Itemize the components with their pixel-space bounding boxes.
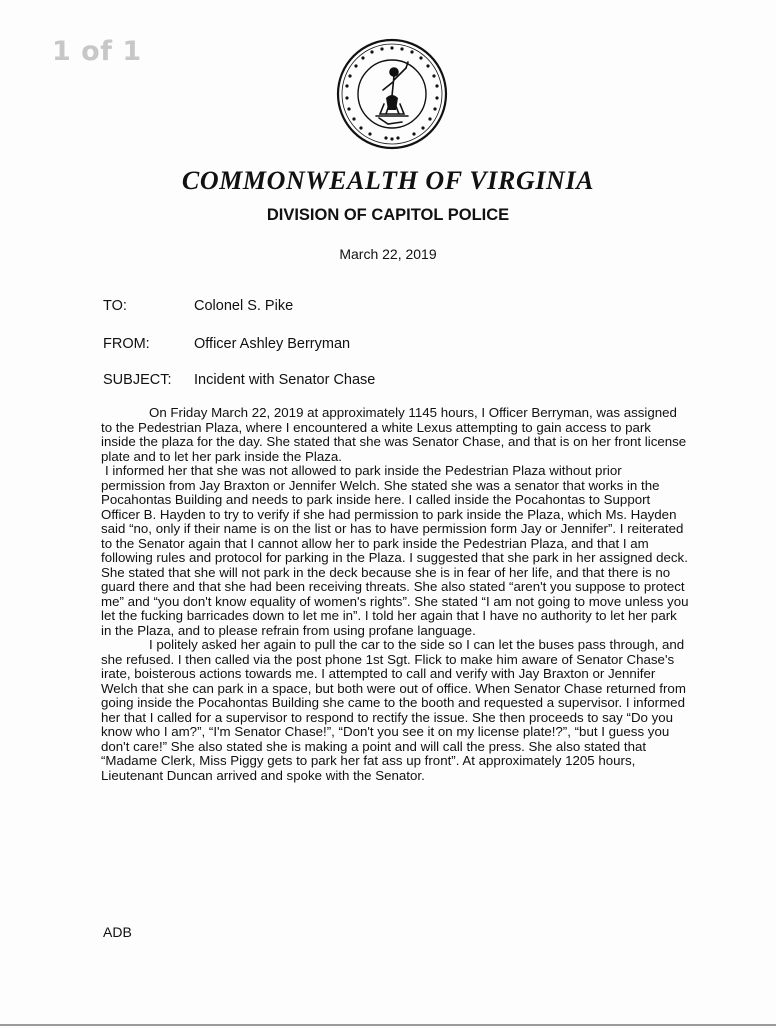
division-name: DIVISION OF CAPITOL POLICE bbox=[266, 206, 510, 224]
to-value: Colonel S. Pike bbox=[194, 298, 294, 314]
from-value: Officer Ashley Berryman bbox=[194, 336, 351, 352]
subject-label: SUBJECT: bbox=[103, 372, 172, 388]
page-bottom-divider bbox=[0, 1024, 776, 1026]
memo-date: March 22, 2019 bbox=[339, 246, 437, 262]
subject-value: Incident with Senator Chase bbox=[194, 372, 376, 388]
page-indicator: 1 of 1 bbox=[52, 36, 142, 67]
body-paragraph: I informed her that she was not allowed to park inside the Pedestrian Plaza without prior permission from Jay Braxton or Jennifer Welch. She stated she was a senator that works in the Pocahontas Building and needs to park inside here. I called inside the Pocahontas to Support Officer B. Hayden to try to verify if she had permission to park inside the Plaza, which Ms. Hayden said “no, only if their name is on the list or has to have permission form Jay or Jennifer”. I reiterated to the Senator again that I cannot allow her to park inside the Pedestrian Plaza, and that I am following rules and protocol for parking in the Plaza. I suggested that she park in her assigned deck. She stated that she will not park in the deck because she is in fear of her life, and that there is no guard there and that she had been receiving threats. She also stated “aren't you suppose to protect me” and “you don't know equality of women's rights”. She stated “I am not going to move unless you let the fucking barricades down to let me in”. I told her again that I have no authority to let her park in the Plaza, and to please refrain from using profane language. bbox=[101, 463, 689, 638]
memo-to-row bbox=[103, 298, 293, 314]
memo-from-row bbox=[103, 336, 350, 352]
to-label: TO: bbox=[103, 298, 127, 314]
from-label: FROM: bbox=[103, 336, 150, 352]
virginia-seal-icon bbox=[336, 38, 448, 150]
memo-body bbox=[101, 406, 689, 783]
organization-name: COMMONWEALTH OF VIRGINIA bbox=[181, 166, 595, 195]
author-initials: ADB bbox=[103, 924, 132, 940]
memo-subject-row bbox=[103, 372, 375, 388]
body-paragraph: On Friday March 22, 2019 at approximately 1145 hours, I Officer Berryman, was assigned to the Pedestrian Plaza, where I encountered a white Lexus attempting to gain access to park inside the plaza for the day. She stated that she was Senator Chase, and that is on her front license plate and to let her park inside the Plaza. bbox=[101, 405, 687, 464]
body-paragraph: I politely asked her again to pull the car to the side so I can let the buses pass through, and she refused. I then called via the post phone 1st Sgt. Flick to make him aware of Senator Chase's irate, boisterous actions towards me. I attempted to call and verify with Jay Braxton or Jennifer Welch that she can park in a space, but both were out of office. When Senator Chase returned from going inside the Pocahontas Building she came to the booth and requested a supervisor. I informed her that I called for a supervisor to respond to rectify the issue. She then proceeds to say “Do you know who I am?”, “I'm Senator Chase!”, “Don't you see it on my license plate!?”, “but I guess you don't care!” She also stated she is making a point and will call the press. She also stated that “Madame Clerk, Miss Piggy gets to park her fat ass up front”. At approximately 1205 hours, Lieutenant Duncan arrived and spoke with the Senator. bbox=[101, 637, 686, 783]
